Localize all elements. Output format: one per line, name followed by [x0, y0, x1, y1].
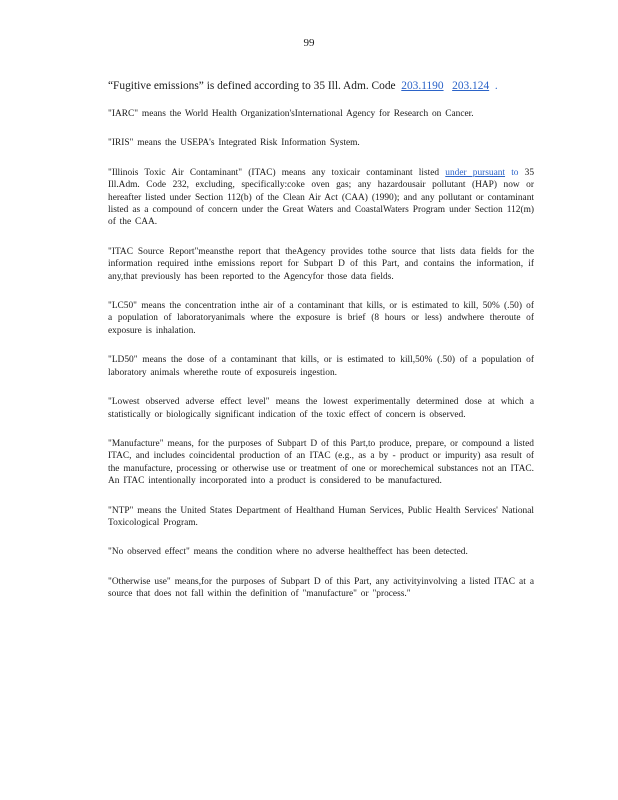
definition-itac-source-report: "ITAC Source Report"meansthe report that theAgency provides tothe source that lists data fields for the information required inthe emissions report for Subpart D of this Part, and contains the information, if any,that previously has been reported to the Agencyfor those data fields. — [108, 246, 534, 282]
definition-itac — [108, 167, 534, 229]
itac-lead: "Illinois Toxic Air Contaminant" (ITAC) means any toxicair contaminant listed — [108, 167, 440, 178]
definition-manufacture: "Manufacture" means, for the purposes of Subpart D of this Part,to produce, prepare, or compound a listed ITAC, and includes coincidental production of an ITAC (e.g., as a by - product or impurity) asa result of the manufacture, processing or otherwise use or treatment of one or morechemical substances not an ITAC. An ITAC intentionally incorporated into a product is considered to be manufactured. — [108, 438, 534, 487]
definition-otherwise-use: "Otherwise use" means,for the purposes of Subpart D of this Part, any activityinvolving a listed ITAC at a source that does not fall within the definition of "manufacture" or "process." — [108, 576, 534, 600]
definition-ntp: "NTP" means the United States Department of Healthand Human Services, Public Health Services' National Toxicological Program. — [108, 505, 534, 528]
fugitive-text: “Fugitive emissions” is defined according to 35 Ill. Adm. Code — [108, 80, 396, 92]
definition-ld50: "LD50" means the dose of a contaminant that kills, or is estimated to kill,50% (.50) of a population of laboratory animals wherethe route of exposureis ingestion. — [108, 355, 534, 378]
definition-loael: "Lowest observed adverse effect level" means the lowest experimentally determined dose at which a statistically or biologically significant indication of the toxic effect of concern is observed. — [108, 397, 534, 420]
fugitive-tail: . — [494, 80, 498, 92]
link-203-1190[interactable]: 203.1190 — [401, 80, 444, 92]
link-203-124[interactable]: 203.124 — [452, 80, 490, 92]
link-to[interactable]: to — [511, 167, 519, 178]
definition-iarc: "IARC" means the World Health Organization'sInternational Agency for Research on Cancer. — [108, 109, 474, 119]
link-under-pursuant[interactable]: under pursuant — [445, 167, 506, 178]
fugitive-emissions-definition — [108, 79, 534, 93]
document-body — [108, 79, 534, 618]
itac-tail: 35 Ill.Adm. Code 232, excluding, specifically:coke oven gas; any hazardousair pollutant (HAP) now or hereafter listed under Section 112(b) of the Clean Air Act (CAA) (1990); and any pollutant or contaminant listed as a compound of concern under the Great Waters and CoastalWaters Program under Section 112(m) of the CAA. — [108, 167, 535, 228]
definition-no-observed-effect: "No observed effect" means the condition where no adverse healtheffect has been detected. — [108, 547, 468, 558]
page-number: 99 — [303, 37, 315, 49]
definition-iris: "IRIS" means the USEPA's Integrated Risk Information System. — [108, 138, 360, 149]
definition-lc50: "LC50" means the concentration inthe air of a contaminant that kills, or is estimated to kill, 50% (.50) of a population of laboratoryanimals where the exposure is brief (8 hours or less) andwhere theroute of exposure is inhalation. — [108, 301, 534, 336]
